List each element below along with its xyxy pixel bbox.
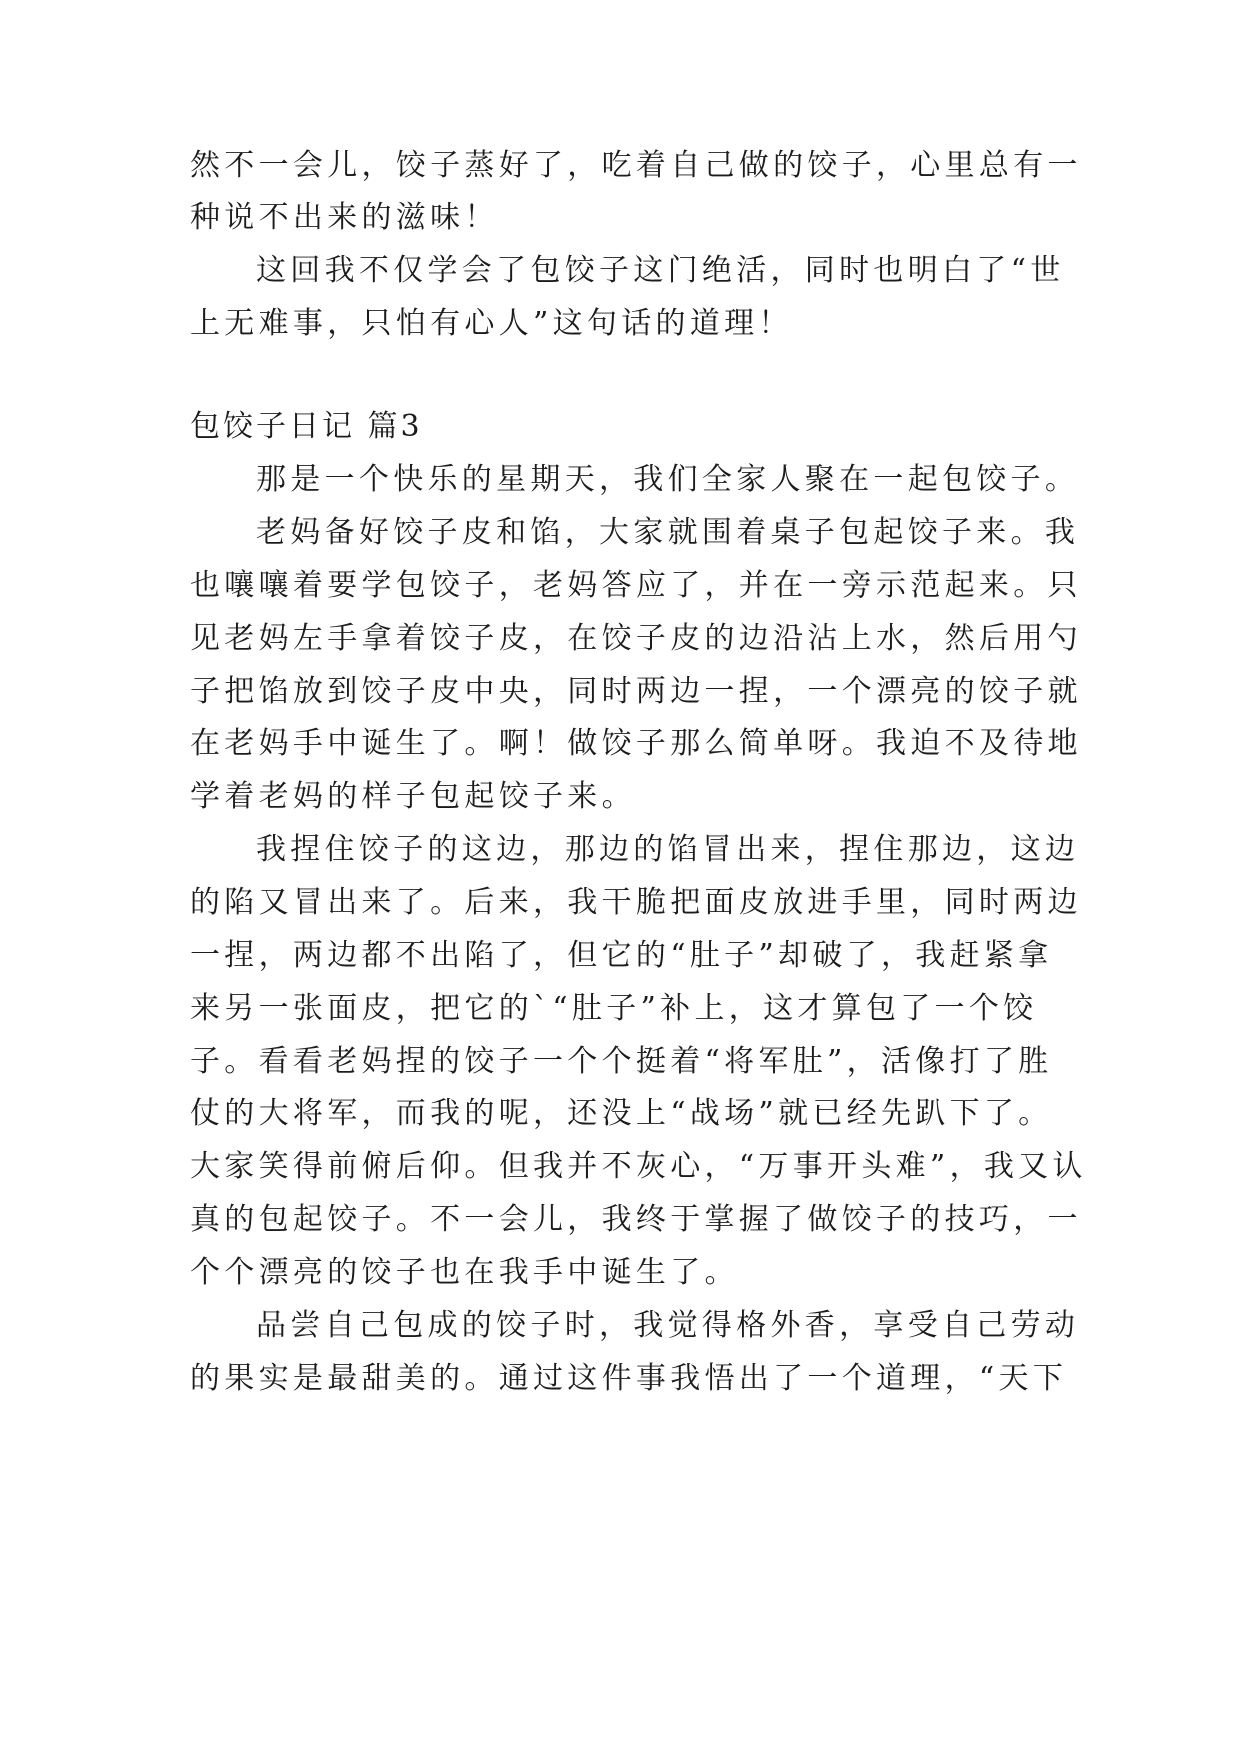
text-line: 真的包起饺子。不一会儿，我终于掌握了做饺子的技巧，一 (190, 1202, 1082, 1237)
text-line: 子。看看老妈捏的饺子一个个挺着“将军肚”，活像打了胜 (190, 1044, 1053, 1079)
text-line: 一捏，两边都不出陷了，但它的“肚子”却破了，我赶紧拿 (190, 938, 1053, 973)
text-line: 老妈备好饺子皮和馅，大家就围着桌子包起饺子来。我 (256, 515, 1080, 550)
text-line: 大家笑得前俯后仰。但我并不灰心，“万事开头难”，我又认 (190, 1149, 1087, 1184)
text-line: 子把馅放到饺子皮中央，同时两边一捏，一个漂亮的饺子就 (190, 674, 1082, 709)
text-line: 学着老妈的样子包起饺子来。 (190, 779, 636, 814)
text-line: 然不一会儿，饺子蒸好了，吃着自己做的饺子，心里总有一 (190, 148, 1082, 183)
text-line: 在老妈手中诞生了。啊！做饺子那么简单呀。我迫不及待地 (190, 726, 1082, 761)
text-line: 品尝自己包成的饺子时，我觉得格外香，享受自己劳动 (256, 1308, 1080, 1343)
text-line: 这回我不仅学会了包饺子这门绝活，同时也明白了“世 (256, 253, 1065, 288)
text-line: 我捏住饺子的这边，那边的馅冒出来，捏住那边，这边 (256, 832, 1080, 867)
text-line: 来另一张面皮，把它的`“肚子”补上，这才算包了一个饺 (190, 991, 1038, 1026)
text-line: 也嚷嚷着要学包饺子，老妈答应了，并在一旁示范起来。只 (190, 568, 1082, 603)
text-line: 种说不出来的滋味！ (190, 200, 499, 235)
text-line: 的陷又冒出来了。后来，我干脆把面皮放进手里，同时两边 (190, 885, 1082, 920)
text-line: 个个漂亮的饺子也在我手中诞生了。 (190, 1255, 739, 1290)
text-line: 上无难事，只怕有心人”这句话的道理！ (190, 306, 793, 341)
text-line: 的果实是最甜美的。通过这件事我悟出了一个道理，“天下 (190, 1361, 1068, 1396)
text-line: 见老妈左手拿着饺子皮，在饺子皮的边沿沾上水，然后用勺 (190, 621, 1082, 656)
text-line: 仗的大将军，而我的呢，还没上“战场”就已经先趴下了。 (190, 1096, 1053, 1131)
section-title: 包饺子日记 篇3 (190, 409, 423, 444)
text-line: 那是一个快乐的星期天，我们全家人聚在一起包饺子。 (256, 462, 1080, 497)
